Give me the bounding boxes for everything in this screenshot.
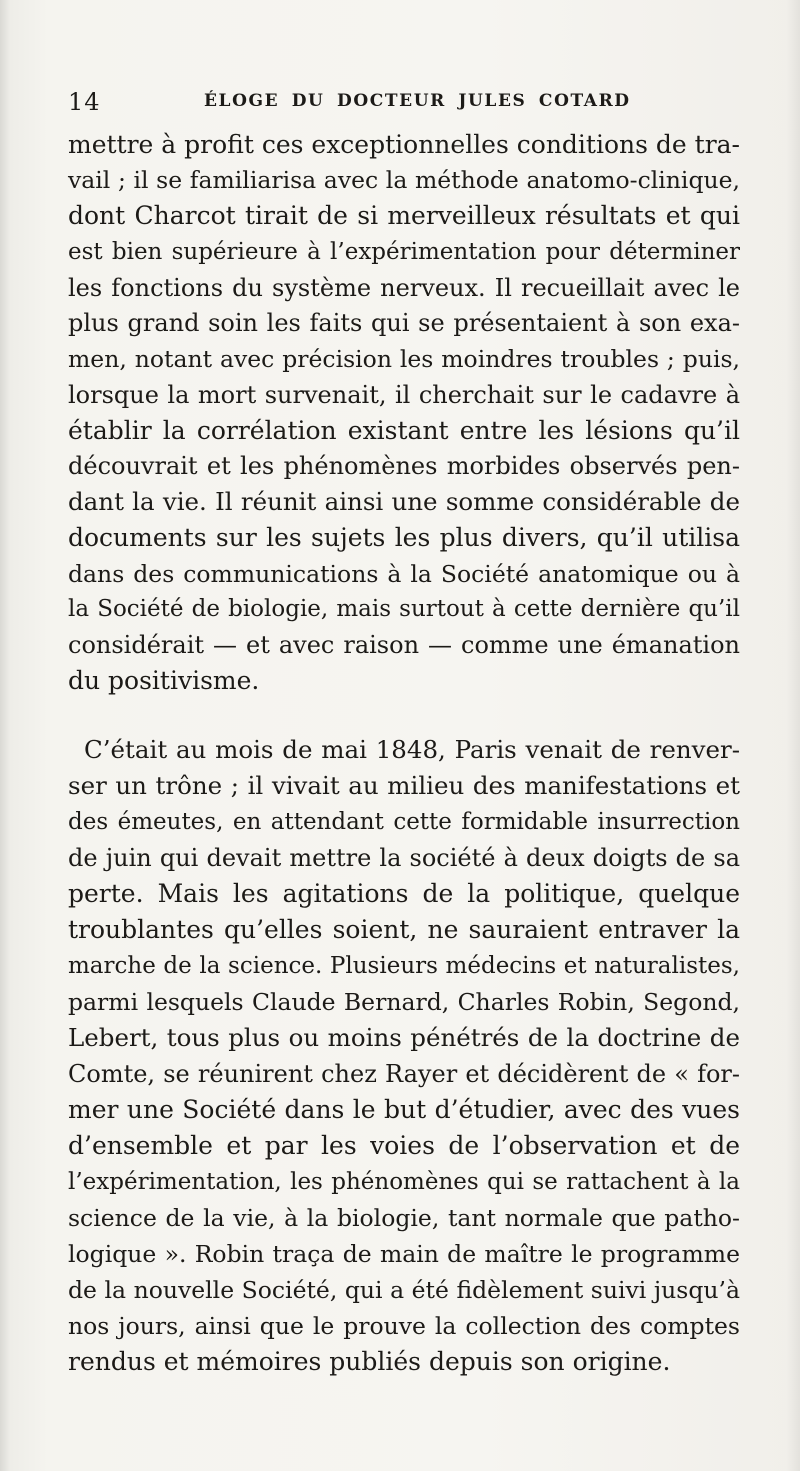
text-line: découvrait et les phénomènes morbides observés pen-	[68, 452, 740, 480]
text-line: Lebert, tous plus ou moins pénétrés de la doctrine de	[68, 1023, 740, 1052]
text-line: des émeutes, en attendant cette formidable insurrection	[68, 809, 740, 835]
text-line: troublantes qu’elles soient, ne sauraient entraver la	[68, 915, 740, 944]
page-edge-shadow	[786, 0, 800, 1471]
text-line: de juin qui devait mettre la société à deux doigts de sa	[68, 844, 740, 872]
text-line: plus grand soin les faits qui se présentaient à son exa-	[68, 309, 740, 337]
text-line: dant la vie. Il réunit ainsi une somme considérable de	[68, 487, 740, 516]
text-line: est bien supérieure à l’expérimentation pour déterminer	[68, 239, 740, 265]
page-number: 14	[68, 88, 101, 116]
text-line: ser un trône ; il vivait au milieu des manifestations et	[68, 771, 740, 800]
text-line: les fonctions du système nerveux. Il recueillait avec le	[68, 274, 740, 302]
page-header	[68, 88, 738, 118]
text-line: dont Charcot tirait de si merveilleux résultats et qui	[68, 201, 740, 230]
text-line: lorsque la mort survenait, il cherchait sur le cadavre à	[68, 381, 740, 409]
text-line: C’était au mois de mai 1848, Paris venait de renver-	[84, 735, 740, 764]
text-line: rendus et mémoires publiés depuis son origine.	[68, 1347, 671, 1376]
text-line: parmi lesquels Claude Bernard, Charles Robin, Segond,	[68, 988, 740, 1016]
text-line: l’expérimentation, les phénomènes qui se rattachent à la	[68, 1169, 740, 1195]
binding-shadow	[0, 0, 10, 1471]
text-line: science de la vie, à la biologie, tant normale que patho-	[68, 1204, 740, 1232]
text-line: logique ». Robin traça de main de maître le programme	[68, 1240, 740, 1268]
text-line: la Société de biologie, mais surtout à cette dernière qu’il	[68, 596, 740, 622]
text-line: documents sur les sujets les plus divers, qu’il utilisa	[68, 523, 740, 552]
text-line: vail ; il se familiarisa avec la méthode anatomo-clinique,	[68, 166, 740, 194]
text-line: d’ensemble et par les voies de l’observation et de	[68, 1131, 740, 1160]
text-line: men, notant avec précision les moindres troubles ; puis,	[68, 345, 740, 373]
running-head: ÉLOGE DU DOCTEUR JULES COTARD	[204, 91, 631, 111]
text-line: marche de la science. Plusieurs médecins et naturalistes,	[68, 953, 740, 979]
text-line: de la nouvelle Société, qui a été fidèlement suivi jusqu’à	[68, 1276, 740, 1304]
text-line: considérait — et avec raison — comme une émanation	[68, 631, 740, 659]
text-line: nos jours, ainsi que le prouve la collection des comptes	[68, 1312, 740, 1340]
text-line: mer une Société dans le but d’étudier, avec des vues	[68, 1095, 740, 1124]
text-line: mettre à profit ces exceptionnelles conditions de tra-	[68, 130, 740, 159]
text-line: du positivisme.	[68, 666, 260, 695]
text-line: dans des communications à la Société anatomique ou à	[68, 560, 740, 588]
text-line: perte. Mais les agitations de la politique, quelque	[68, 879, 740, 908]
text-line: Comte, se réunirent chez Rayer et décidèrent de « for-	[68, 1060, 740, 1088]
text-line: établir la corrélation existant entre les lésions qu’il	[68, 416, 740, 445]
